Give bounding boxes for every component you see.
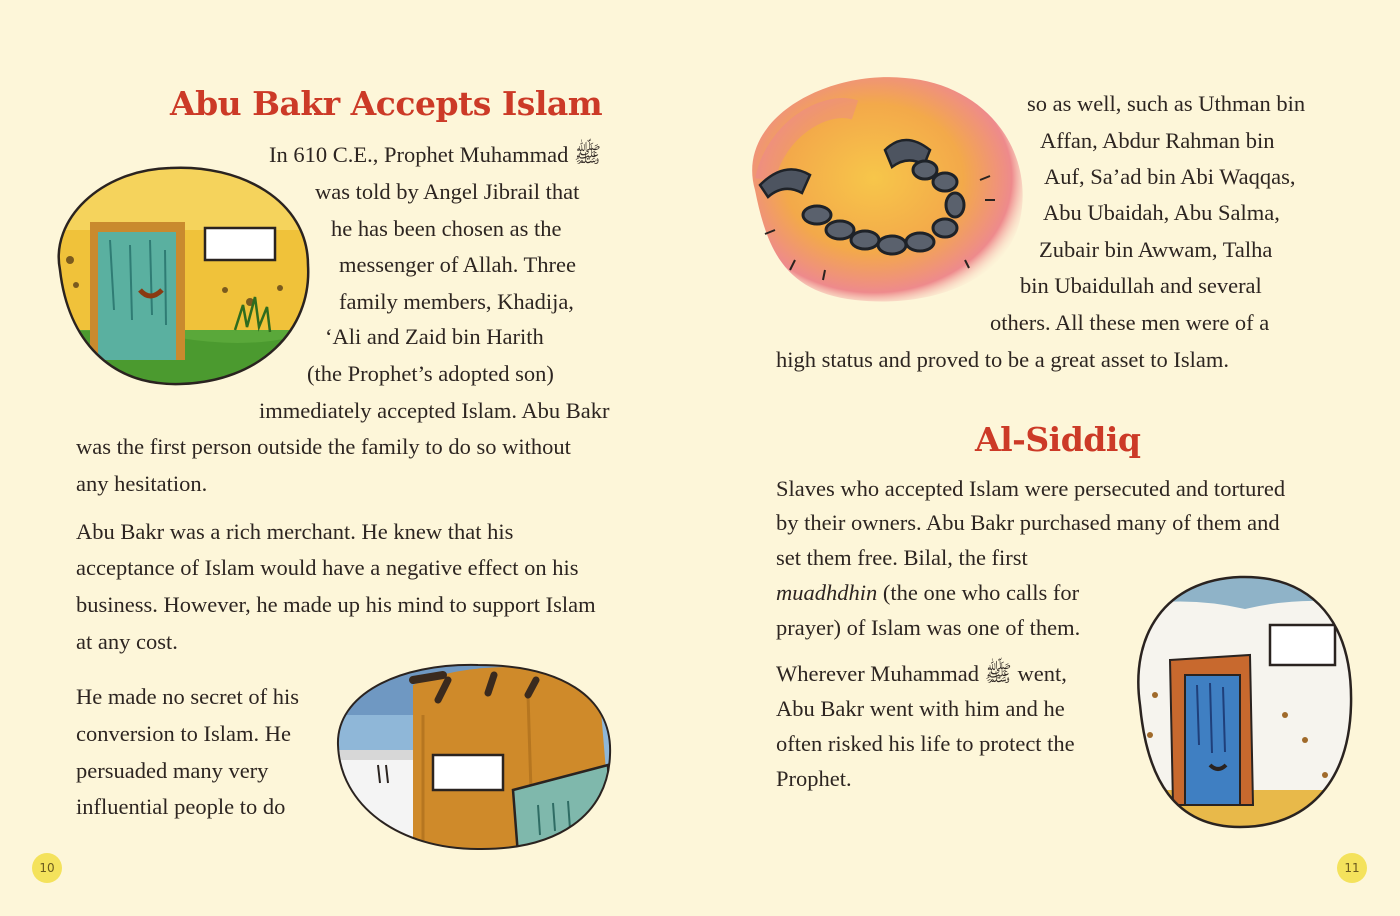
right-text-line: Auf, Sa’ad bin Abi Waqqas, xyxy=(1044,164,1296,189)
right-text-line: set them free. Bilal, the first xyxy=(776,545,1028,570)
left-text-line: persuaded many very xyxy=(76,758,269,783)
left-text-line: family members, Khadija, xyxy=(339,289,574,314)
page-number-left: 10 xyxy=(32,853,62,883)
left-text-line: acceptance of Islam would have a negative effect on his xyxy=(76,555,579,580)
right-page-title: Al-Siddiq xyxy=(975,420,1141,459)
left-text-line: ‘Ali and Zaid bin Harith xyxy=(325,324,544,349)
right-text-line: Affan, Abdur Rahman bin xyxy=(1040,128,1275,153)
right-text-line: Zubair bin Awwam, Talha xyxy=(1039,237,1273,262)
right-text-line: others. All these men were of a xyxy=(990,310,1270,335)
right-text-line: prayer) of Islam was one of them. xyxy=(776,615,1081,640)
left-text-line: conversion to Islam. He xyxy=(76,721,291,746)
left-text-line: business. However, he made up his mind to support Islam xyxy=(76,592,596,617)
left-text-line: was told by Angel Jibrail that xyxy=(315,179,580,204)
right-text-line: high status and proved to be a great asset to Islam. xyxy=(776,347,1230,372)
right-text-line xyxy=(776,579,1079,607)
right-text-line: by their owners. Abu Bakr purchased many of them and xyxy=(776,510,1280,535)
right-text-line: Abu Ubaidah, Abu Salma, xyxy=(1043,200,1280,225)
left-text-line: any hesitation. xyxy=(76,471,208,496)
left-text-line: at any cost. xyxy=(76,629,178,654)
rooftop-houses-illustration xyxy=(328,655,618,855)
left-text-line: was the first person outside the family to do so without xyxy=(76,434,571,459)
right-text-line: Abu Bakr went with him and he xyxy=(776,696,1065,721)
left-text-line: Abu Bakr was a rich merchant. He knew that his xyxy=(76,519,514,544)
white-house-door-illustration xyxy=(1125,565,1360,835)
broken-chain-illustration xyxy=(735,70,1035,310)
italic-term: muadhdhin xyxy=(776,580,878,605)
left-text-line: messenger of Allah. Three xyxy=(339,252,577,277)
left-text-line: influential people to do xyxy=(76,794,286,819)
left-text-line: He made no secret of his xyxy=(76,684,300,709)
page-number-right: 11 xyxy=(1337,853,1367,883)
house-door-illustration xyxy=(40,160,315,390)
left-text-line: immediately accepted Islam. Abu Bakr xyxy=(259,398,610,423)
left-text-line: (the Prophet’s adopted son) xyxy=(307,361,554,386)
right-text-line: so as well, such as Uthman bin xyxy=(1027,91,1306,116)
right-text-line: often risked his life to protect the xyxy=(776,731,1075,756)
right-text-line: bin Ubaidullah and several xyxy=(1020,273,1262,298)
left-text-line: he has been chosen as the xyxy=(331,216,562,241)
right-text-line: Slaves who accepted Islam were persecuted and tortured xyxy=(776,476,1286,501)
left-text-line: In 610 C.E., Prophet Muhammad ﷺ xyxy=(269,142,602,167)
left-page-title: Abu Bakr Accepts Islam xyxy=(170,84,603,123)
line-rest: (the one who calls for xyxy=(877,580,1080,605)
right-text-line: Prophet. xyxy=(776,766,852,791)
right-text-line: Wherever Muhammad ﷺ went, xyxy=(776,661,1067,686)
